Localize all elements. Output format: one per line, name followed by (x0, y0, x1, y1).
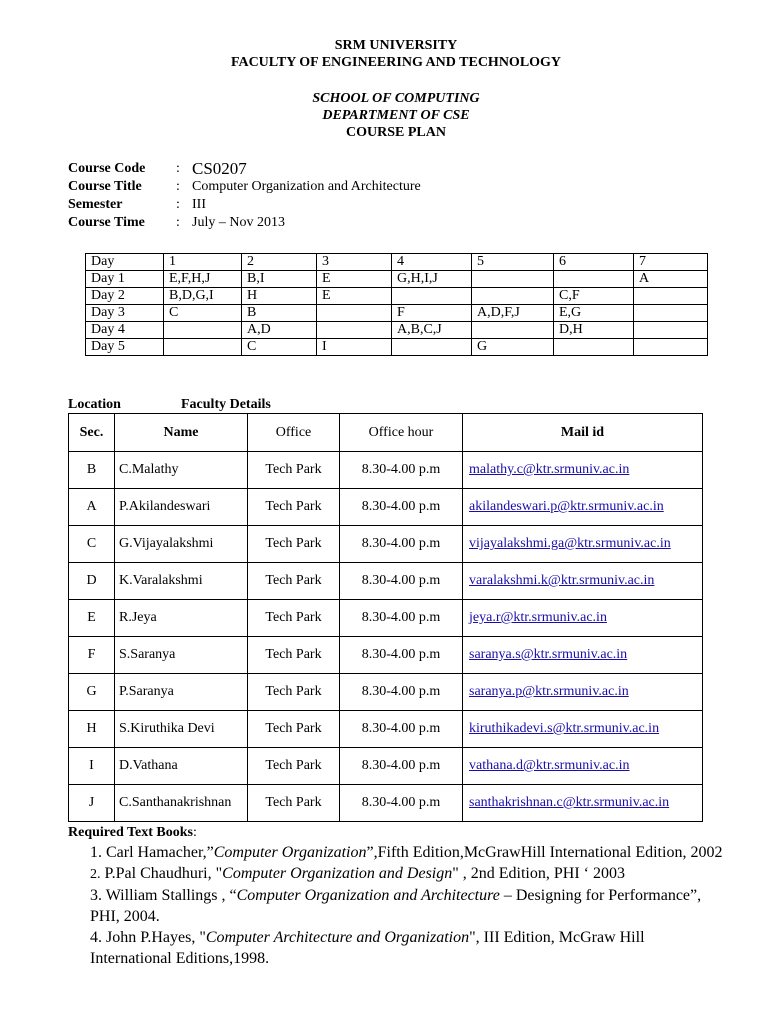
book-post: – Designing for Performance”, PHI, 2004. (90, 887, 702, 925)
timetable-cell (317, 322, 392, 339)
section-cell: D (69, 563, 115, 600)
department-name: DEPARTMENT OF CSE (322, 108, 470, 123)
office-hour-cell: 8.30-4.00 p.m (340, 785, 463, 822)
timetable-cell (634, 339, 708, 356)
course-time-label: Course Time (68, 215, 145, 230)
timetable-cell: C (242, 339, 317, 356)
faculty-row (69, 526, 703, 563)
section-cell: B (69, 452, 115, 489)
header-mail-id: Mail id (463, 414, 703, 452)
timetable-cell: 4 (392, 254, 472, 271)
timetable-cell (634, 305, 708, 322)
office-hour-cell: 8.30-4.00 p.m (340, 748, 463, 785)
office-cell: Tech Park (248, 711, 340, 748)
course-code-row (68, 160, 421, 178)
colon: : (176, 161, 180, 176)
section-cell: J (69, 785, 115, 822)
document-title: COURSE PLAN (346, 125, 446, 140)
timetable-cell: E,G (554, 305, 634, 322)
university-name: SRM UNIVERSITY (334, 38, 458, 53)
timetable-cell: Day (86, 254, 164, 271)
timetable-cell (392, 288, 472, 305)
faculty-name: FACULTY OF ENGINEERING AND TECHNOLOGY (230, 55, 562, 70)
timetable-cell: 1 (164, 254, 242, 271)
course-title-value: Computer Organization and Architecture (192, 179, 421, 194)
timetable-cell (472, 288, 554, 305)
mail-link[interactable]: jeya.r@ktr.srmuniv.ac.in (463, 600, 703, 637)
mail-link[interactable]: vijayalakshmi.ga@ktr.srmuniv.ac.in (463, 526, 703, 563)
colon: : (176, 197, 180, 212)
office-hour-cell: 8.30-4.00 p.m (340, 711, 463, 748)
course-time-value: July – Nov 2013 (192, 215, 285, 230)
faculty-name-cell: P.Akilandeswari (115, 489, 248, 526)
timetable-cell: G,H,I,J (392, 271, 472, 288)
timetable-row (86, 288, 708, 305)
faculty-name-cell: S.Kiruthika Devi (115, 711, 248, 748)
timetable-cell (554, 339, 634, 356)
mail-link[interactable]: saranya.p@ktr.srmuniv.ac.in (463, 674, 703, 711)
book-post: ”,Fifth Edition,McGrawHill International Edition, 2002 (366, 844, 723, 861)
document-header (0, 37, 768, 71)
timetable-cell: 6 (554, 254, 634, 271)
colon: : (176, 179, 180, 194)
faculty-name-cell: P.Saranya (115, 674, 248, 711)
office-cell: Tech Park (248, 526, 340, 563)
timetable-cell (472, 322, 554, 339)
timetable-cell: Day 5 (86, 339, 164, 356)
office-cell: Tech Park (248, 563, 340, 600)
section-cell: G (69, 674, 115, 711)
faculty-row (69, 563, 703, 600)
course-code-value: CS0207 (192, 159, 247, 178)
timetable-row (86, 322, 708, 339)
header-sec: Sec. (69, 414, 115, 452)
timetable-row (86, 271, 708, 288)
book-ital: Computer Organization (213, 844, 367, 861)
timetable-cell: Day 4 (86, 322, 164, 339)
timetable-cell: G (472, 339, 554, 356)
timetable-cell: B (242, 305, 317, 322)
mail-link[interactable]: malathy.c@ktr.srmuniv.ac.in (463, 452, 703, 489)
timetable-cell: Day 2 (86, 288, 164, 305)
timetable-cell: 5 (472, 254, 554, 271)
book-ital: Computer Architecture and Organization (205, 929, 470, 946)
mail-link[interactable]: varalakshmi.k@ktr.srmuniv.ac.in (463, 563, 703, 600)
timetable-cell: B,D,G,I (164, 288, 242, 305)
timetable-cell: Day 3 (86, 305, 164, 322)
office-cell: Tech Park (248, 637, 340, 674)
section-cell: H (69, 711, 115, 748)
timetable-cell (634, 288, 708, 305)
faculty-name-cell: C.Santhanakrishnan (115, 785, 248, 822)
books-title: Required Text Books (68, 825, 193, 840)
section-cell: I (69, 748, 115, 785)
faculty-table-header (69, 414, 703, 452)
mail-link[interactable]: akilandeswari.p@ktr.srmuniv.ac.in (463, 489, 703, 526)
book-pre: William Stallings , “ (102, 887, 237, 904)
mail-link[interactable]: saranya.s@ktr.srmuniv.ac.in (463, 637, 703, 674)
office-hour-cell: 8.30-4.00 p.m (340, 563, 463, 600)
book-num: 4. (90, 929, 102, 946)
timetable-cell: A,B,C,J (392, 322, 472, 339)
office-cell: Tech Park (248, 748, 340, 785)
book-post: ", III Edition, McGraw Hill International Editions,1998. (90, 929, 645, 967)
timetable-cell: C (164, 305, 242, 322)
timetable-cell: 2 (242, 254, 317, 271)
timetable-cell: A,D,F,J (472, 305, 554, 322)
faculty-row (69, 452, 703, 489)
course-plan-header (0, 90, 768, 141)
faculty-name-cell: G.Vijayalakshmi (115, 526, 248, 563)
header-office-hour: Office hour (340, 414, 463, 452)
office-cell: Tech Park (248, 489, 340, 526)
books-colon: : (193, 825, 197, 840)
course-title-label: Course Title (68, 179, 142, 194)
faculty-row (69, 674, 703, 711)
section-cell: F (69, 637, 115, 674)
book-num: 2. (90, 867, 101, 882)
office-hour-cell: 8.30-4.00 p.m (340, 674, 463, 711)
office-cell: Tech Park (248, 674, 340, 711)
book-list (90, 842, 730, 969)
timetable-row (86, 305, 708, 322)
mail-link[interactable]: vathana.d@ktr.srmuniv.ac.in (463, 748, 703, 785)
timetable-header-row (86, 254, 708, 271)
faculty-row (69, 600, 703, 637)
faculty-row (69, 748, 703, 785)
course-title-row (68, 178, 421, 196)
book-pre: Carl Hamacher,” (102, 844, 214, 861)
timetable-cell: Day 1 (86, 271, 164, 288)
book-item (90, 842, 730, 863)
timetable-cell: A,D (242, 322, 317, 339)
faculty-details-label: Faculty Details (181, 397, 271, 412)
book-pre: John P.Hayes, " (102, 929, 206, 946)
timetable (85, 253, 708, 356)
book-num: 3. (90, 887, 102, 904)
timetable-cell: 3 (317, 254, 392, 271)
semester-value: III (192, 197, 206, 212)
timetable-row (86, 339, 708, 356)
section-cell: A (69, 489, 115, 526)
timetable-cell: C,F (554, 288, 634, 305)
book-ital: Computer Organization and Design (222, 865, 453, 882)
mail-link[interactable]: santhakrishnan.c@ktr.srmuniv.ac.in (463, 785, 703, 822)
timetable-cell (472, 271, 554, 288)
timetable-cell (164, 322, 242, 339)
timetable-cell (317, 305, 392, 322)
faculty-table (68, 413, 703, 822)
colon: : (176, 215, 180, 230)
course-info (68, 160, 421, 232)
book-pre: P.Pal Chaudhuri, " (100, 865, 223, 882)
timetable-cell: I (317, 339, 392, 356)
timetable-cell: 7 (634, 254, 708, 271)
book-item (90, 863, 730, 885)
timetable-cell: E (317, 288, 392, 305)
required-books-heading (68, 825, 197, 841)
school-name: SCHOOL OF COMPUTING (312, 91, 480, 106)
semester-label: Semester (68, 197, 123, 212)
office-cell: Tech Park (248, 785, 340, 822)
section-cell: E (69, 600, 115, 637)
section-cell: C (69, 526, 115, 563)
course-time-row (68, 214, 421, 232)
office-cell: Tech Park (248, 600, 340, 637)
timetable-cell: A (634, 271, 708, 288)
office-hour-cell: 8.30-4.00 p.m (340, 600, 463, 637)
header-name: Name (115, 414, 248, 452)
faculty-row (69, 711, 703, 748)
timetable-cell (634, 322, 708, 339)
book-post: " , 2nd Edition, PHI ‘ 2003 (452, 865, 625, 882)
timetable-cell: B,I (242, 271, 317, 288)
timetable-cell: E,F,H,J (164, 271, 242, 288)
office-cell: Tech Park (248, 452, 340, 489)
office-hour-cell: 8.30-4.00 p.m (340, 452, 463, 489)
course-code-label: Course Code (68, 161, 146, 176)
timetable-cell (164, 339, 242, 356)
timetable-cell: H (242, 288, 317, 305)
faculty-name-cell: C.Malathy (115, 452, 248, 489)
timetable-cell (554, 271, 634, 288)
semester-row (68, 196, 421, 214)
book-num: 1. (90, 844, 102, 861)
faculty-row (69, 637, 703, 674)
faculty-section-heading (68, 397, 271, 413)
timetable-cell: E (317, 271, 392, 288)
faculty-name-cell: K.Varalakshmi (115, 563, 248, 600)
faculty-row (69, 785, 703, 822)
faculty-name-cell: D.Vathana (115, 748, 248, 785)
office-hour-cell: 8.30-4.00 p.m (340, 526, 463, 563)
office-hour-cell: 8.30-4.00 p.m (340, 489, 463, 526)
faculty-row (69, 489, 703, 526)
timetable-cell (392, 339, 472, 356)
header-office: Office (248, 414, 340, 452)
mail-link[interactable]: kiruthikadevi.s@ktr.srmuniv.ac.in (463, 711, 703, 748)
book-ital: Computer Organization and Architecture (236, 887, 500, 904)
location-label: Location (68, 397, 121, 412)
timetable-cell: D,H (554, 322, 634, 339)
timetable-cell: F (392, 305, 472, 322)
faculty-name-cell: S.Saranya (115, 637, 248, 674)
office-hour-cell: 8.30-4.00 p.m (340, 637, 463, 674)
book-item (90, 885, 730, 927)
faculty-name-cell: R.Jeya (115, 600, 248, 637)
book-item (90, 927, 730, 969)
